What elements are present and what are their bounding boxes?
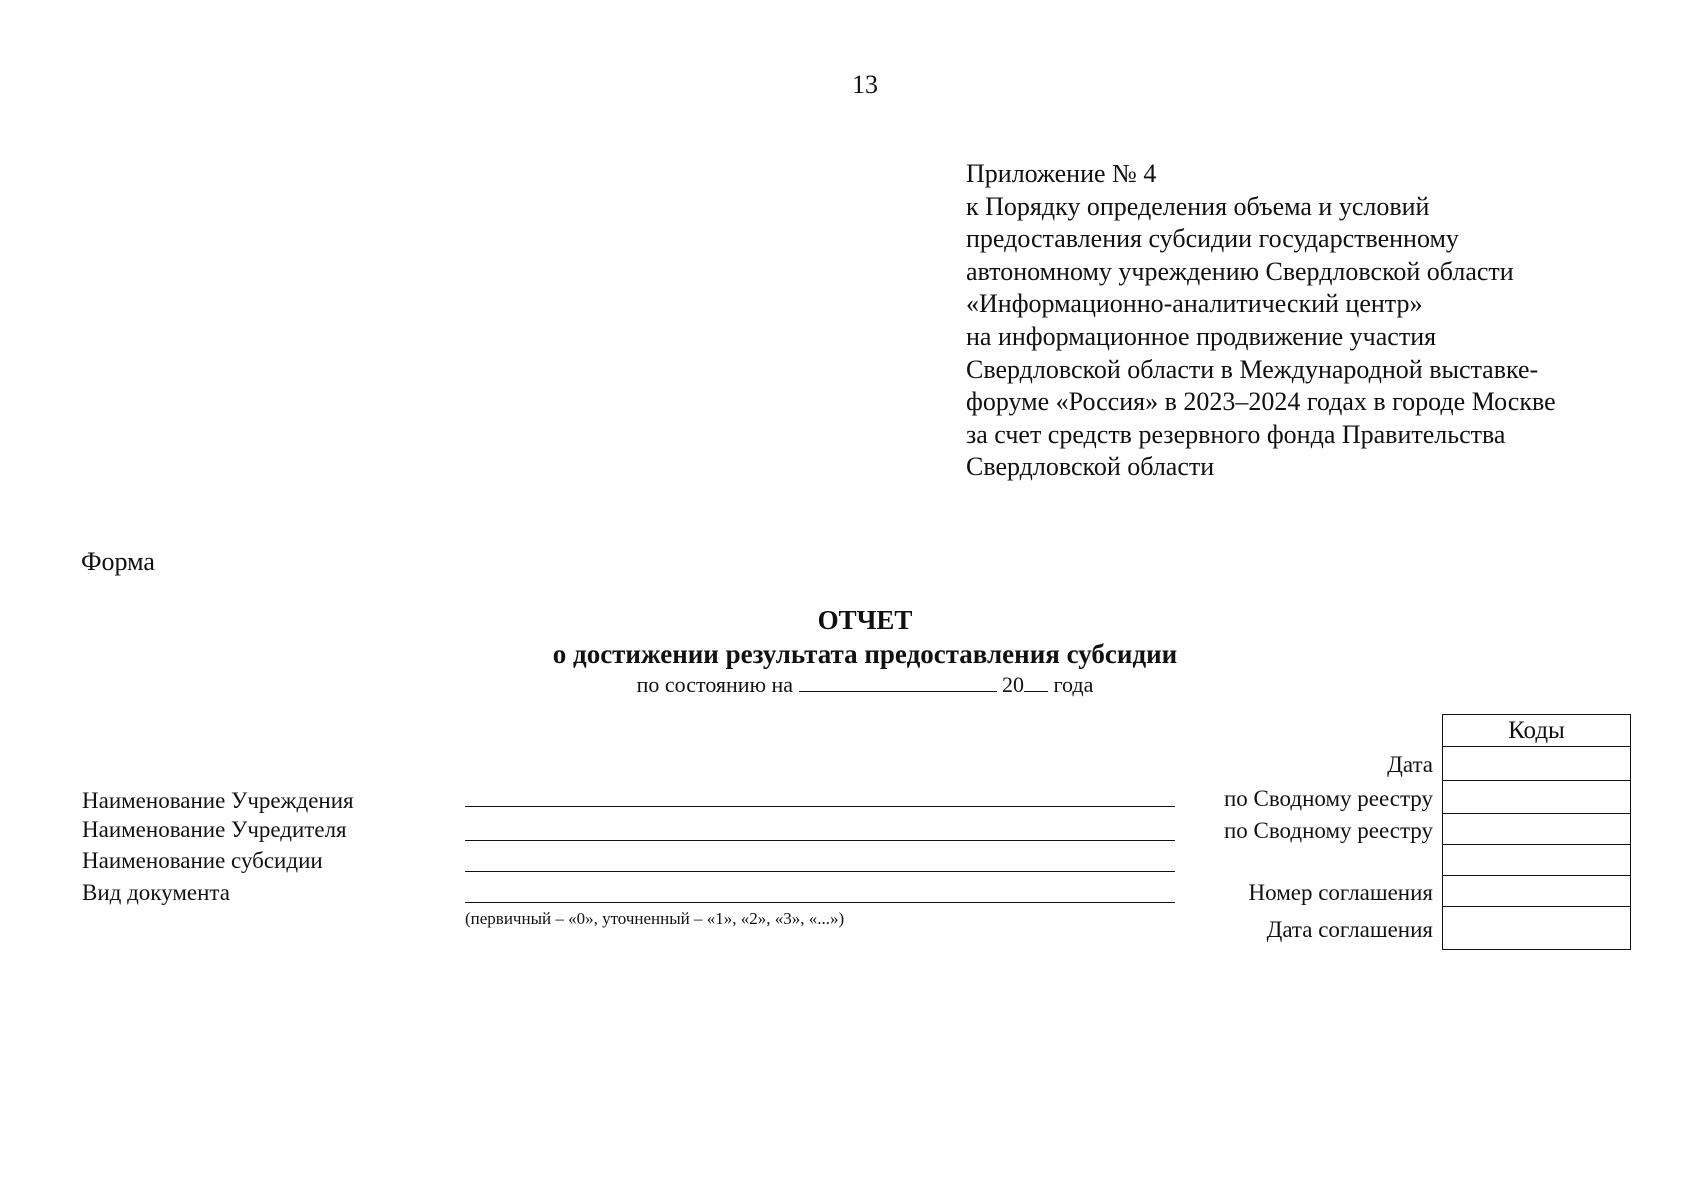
subsidy-name-label: Наименование субсидии (82, 848, 323, 873)
code-cell-registry-1[interactable] (1443, 781, 1630, 814)
appendix-line: предоставления субсидии государственному (966, 224, 1459, 254)
document-type-field[interactable] (465, 902, 1175, 903)
code-label-registry-1: по Сводному реестру (1223, 786, 1433, 811)
code-label-registry-2: по Сводному реестру (1223, 818, 1433, 843)
appendix-line: Приложение № 4 (966, 159, 1157, 188)
date-blank[interactable] (799, 675, 997, 692)
appendix-line: «Информационно-аналитический центр» (966, 289, 1423, 319)
institution-name-label: Наименование Учреждения (82, 788, 354, 813)
form-label: Форма (81, 547, 155, 576)
code-label-date: Дата (1387, 752, 1433, 777)
appendix-reference (966, 158, 1556, 484)
appendix-line: за счет средств резервного фонда Правительства (966, 419, 1506, 449)
code-cell-agreement-number[interactable] (1443, 876, 1630, 907)
code-label-agreement-date: Дата соглашения (1266, 917, 1433, 942)
date-prefix: по состоянию на (636, 672, 794, 697)
code-cell-blank[interactable] (1443, 845, 1630, 876)
institution-name-field[interactable] (465, 806, 1175, 807)
appendix-line: к Порядку определения объема и условий (966, 191, 1430, 221)
code-cell-agreement-date[interactable] (1443, 907, 1630, 949)
date-suffix: года (1053, 672, 1094, 697)
appendix-line: форуме «Россия» в 2023–2024 годах в городе Москве (966, 387, 1556, 417)
codes-table (1442, 714, 1631, 950)
appendix-line: на информационное продвижение участия (966, 321, 1437, 351)
codes-header: Коды (1443, 715, 1630, 747)
document-type-label: Вид документа (82, 880, 230, 905)
year-blank[interactable] (1024, 675, 1048, 692)
founder-name-field[interactable] (465, 840, 1175, 841)
report-subtitle: о достижении результата предоставления субсидии (552, 639, 1178, 669)
appendix-line: автономному учреждению Свердловской области (966, 256, 1514, 286)
subsidy-name-field[interactable] (465, 871, 1175, 872)
page-number: 13 (852, 70, 878, 99)
date-year: 20 (1002, 672, 1025, 697)
appendix-line: Свердловской области (966, 452, 1215, 482)
code-cell-date[interactable] (1443, 747, 1630, 781)
report-title: ОТЧЕТ (817, 605, 913, 635)
code-cell-registry-2[interactable] (1443, 814, 1630, 845)
founder-name-label: Наименование Учредителя (82, 817, 347, 842)
document-type-hint: (первичный – «0», уточненный – «1», «2», «3», «...») (465, 909, 845, 928)
report-date-line (0, 672, 1696, 698)
appendix-line: Свердловской области в Международной выставке- (966, 354, 1539, 384)
code-label-agreement-number: Номер соглашения (1248, 880, 1433, 905)
